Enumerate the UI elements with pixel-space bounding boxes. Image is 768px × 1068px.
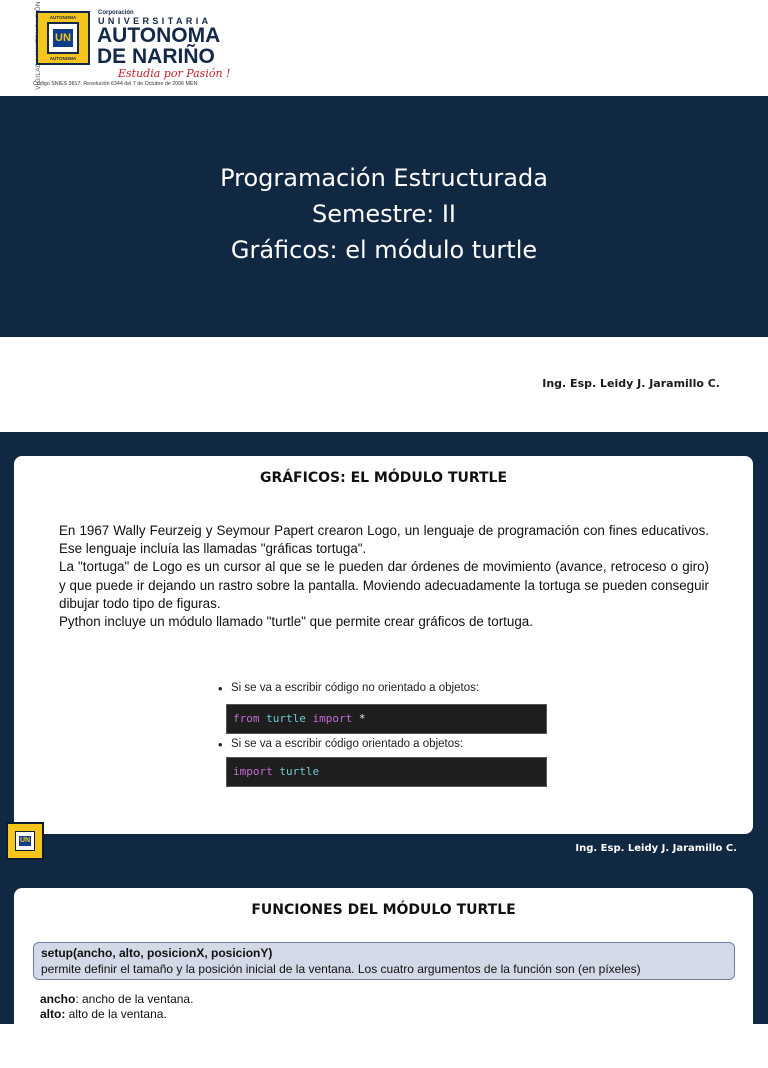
argument-desc: alto de la ventana. [65,1007,167,1021]
function-description: permite definir el tamaño y la posición inicial de la ventana. Los cuatro argumentos de la función son (en píxeles) [41,962,641,976]
university-emblem-icon [36,11,90,65]
slide-heading: FUNCIONES DEL MÓDULO TURTLE [251,902,516,918]
logo-small-un: UN [19,837,31,844]
code-keyword: from [233,712,260,725]
argument-list [40,992,193,1022]
argument-name: alto: [40,1007,66,1021]
function-box [33,942,735,980]
intro-text [59,522,709,631]
argument-desc: : ancho de la ventana. [75,992,194,1006]
argument-item [40,992,193,1007]
slide-title [0,0,768,432]
emblem-top-text: AUTONOMA [49,15,77,20]
code-block-import [226,757,547,787]
argument-name: ancho [40,992,76,1006]
bullet-non-oop: • Si se va a escribir código no orientado a objetos: [218,682,479,694]
author-footer: Ing. Esp. Leidy J. Jaramillo C. [575,843,737,854]
title-line-3: Gráficos: el módulo turtle [230,236,538,264]
author-name: Ing. Esp. Leidy J. Jaramillo C. [542,377,720,390]
paragraph: Python incluye un módulo llamado "turtle" que permite crear gráficos de tortuga. [59,614,533,630]
emblem-un: UN [53,29,73,47]
import-bullets [218,682,479,694]
code-keyword: import [312,712,353,725]
university-logo-icon [6,822,44,860]
title-line-2: Semestre: II [311,200,457,228]
vigilada-seal [16,18,30,78]
code-module: turtle [266,712,306,725]
brand-corporacion: Corporación [98,10,134,16]
paragraph: La "tortuga" de Logo es un cursor al que se le pueden dar órdenes de movimiento (avance, retroceso o giro) y que puede ir dejando un rastro sobre la pantalla. Moviendo adecuadamente la tortuga se pueden conseguir dibujar todo tipo de figuras. [59,559,709,611]
slide-heading: GRÁFICOS: EL MÓDULO TURTLE [259,470,508,486]
slide-title-text [0,160,768,268]
brand-narino: DE NARIÑO [97,45,215,68]
brand-universitaria: UNIVERSITARIA [98,16,212,26]
slide-turtle-intro [0,432,768,866]
code-module: turtle [279,765,320,778]
paragraph: En 1967 Wally Feurzeig y Seymour Papert crearon Logo, un lenguaje de programación con fines educativos. Ese lenguaje incluía las llamadas "gráficas tortuga". [59,523,709,557]
code-block-from-import [226,704,547,734]
code-keyword: import [233,765,273,778]
brand-autonoma: AUTONOMA [97,24,221,47]
brand-slogan: Estudia por Pasión ! [118,67,231,80]
title-line-1: Programación Estructurada [220,164,548,192]
emblem-bottom-text: AUTONOMA [49,56,77,61]
slide-turtle-functions [0,866,768,1024]
import-bullets-2 [218,738,463,750]
content-card [14,456,753,834]
content-card [14,888,753,1068]
code-wildcard: * [358,712,366,725]
bullet-oop: • Si se va a escribir código orientado a objetos: [218,738,463,750]
function-signature: setup(ancho, alto, posicionX, posicionY) [41,946,273,960]
argument-item [40,1007,193,1022]
brand-code: Código SNIES 3817. Resolución 6344 del 7 de Octubre de 2006 MEN. [33,81,199,87]
